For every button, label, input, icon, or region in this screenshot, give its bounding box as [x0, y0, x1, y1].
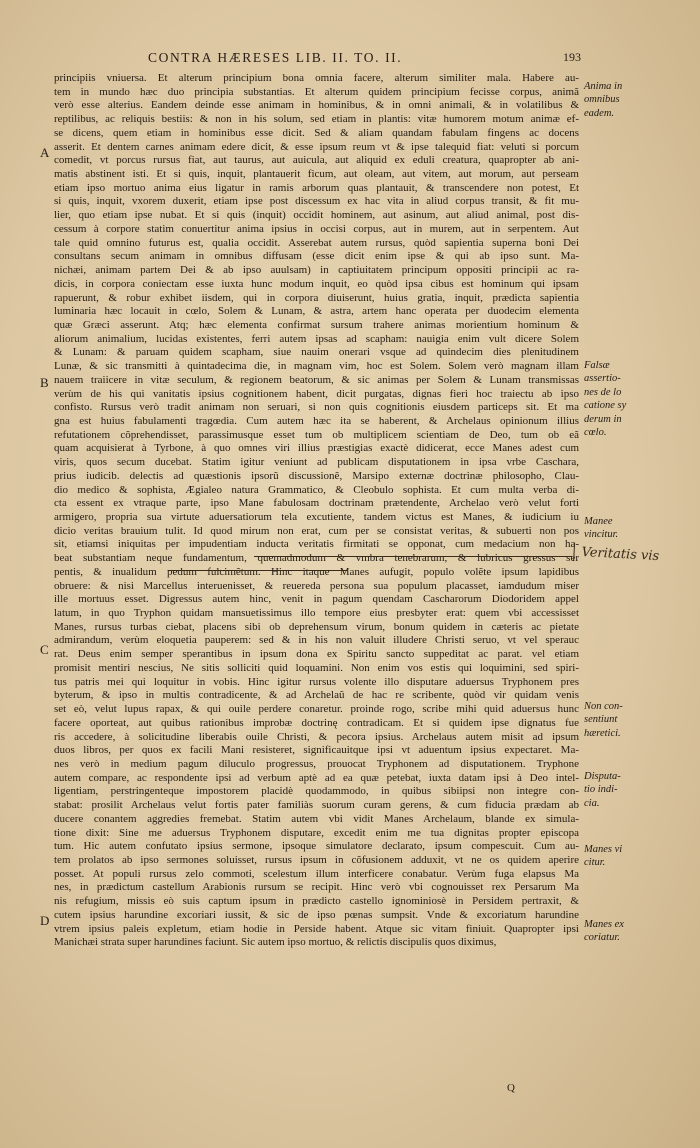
- text-line: viris, quos secum ducebat. Statim igitur veniunt ad publicam disputationem in ipsa vrbe Caschara,: [54, 456, 579, 469]
- text-line: se dicens, quem etiam in hominibus esse dicit. Sed & aliam quandam fabulam fingens ac docens: [54, 126, 579, 139]
- text-line: refutationem cõprehendisset, parassimusque esset tum ob multiplicem scientiam de Deo, tum ob eã: [54, 428, 579, 441]
- text-line: confisto. Rursus verò tradit animam non seruari, si non quis cognitionis eiusdem particeps sit. Et ma: [54, 401, 579, 414]
- text-line: tione dixit: Sine me aduersus Tryphonem disputare, excedit enim me tua dignitas propter episcopa: [54, 826, 579, 839]
- text-line: stabat: prosilit Archelaus velut fortis pater familiàs suorum curam gerens, & cum fiducia prædam ab: [54, 799, 579, 812]
- gloss-line: sentiunt: [584, 714, 618, 726]
- gloss-line: hæretici.: [584, 727, 621, 739]
- text-line: si quis, inquit, vxorem duxerit, etiam ipse post discessum ex hac vita in aliud corpus transit, & fit mu-: [54, 195, 579, 208]
- text-line: dio medico & sophista, Ægialeo natura Grammatico, & Cleobulo sophista. Et cum multa verba di-: [54, 483, 579, 496]
- text-line: dicio veritas brauium tulit. Id quod mirum non erat, cum per se consistat veritas, & subuerti non pos: [54, 524, 579, 537]
- margin-gloss-falsae: [584, 359, 694, 439]
- text-line: vtrem ipsius paleis expletum, etiam hodie in Perside habent. Atque sic vitam finiuit. Quapropter ipsi: [54, 922, 579, 935]
- margin-gloss-disputatio: [584, 770, 694, 810]
- margin-letter-d: D: [40, 913, 50, 928]
- catchword: Q: [507, 1082, 515, 1094]
- running-title: CONTRA HÆRESES LIB. II. TO. II.: [148, 50, 403, 65]
- text-line: lier, quo etiam ipse nubat. Et si quis (inquit) occidit hominem, aut asinum, aut aliud animal, post dis-: [54, 209, 579, 222]
- text-line: ille mortuus esset. Digressus autem hinc, venit in pagum quendam Cascharorum Diodoridem appel: [54, 593, 579, 606]
- gloss-line: derum in: [584, 413, 622, 425]
- gloss-line: Falsæ: [584, 360, 610, 371]
- gloss-line: Manee: [584, 516, 613, 527]
- gloss-line: Non con-: [584, 701, 623, 712]
- gloss-line: Disputa-: [584, 771, 621, 782]
- text-line: cessum à corpore statim conuertitur anima ipsius in occisi corpus, aut in murem, aut in serpentem. Aut: [54, 222, 579, 235]
- margin-letter-c: C: [40, 642, 49, 657]
- text-line: asserit. Et dentem carnes animam edere dicit, & esse ipsum reum vt & ipse talequid fiat: veluti si porcum: [54, 140, 579, 153]
- text-line: beat substantiam neque fundamentum, quemadmodum & vmbra tenebrarum, & lubricus gressus ser: [54, 552, 579, 565]
- margin-gloss-non-consentiunt: [584, 700, 694, 740]
- text-line: Lunæ, & sic transmitti à quintadecima die, in magnam vim, hoc est Solem. Solem verò magnam illam: [54, 360, 579, 373]
- gloss-line: Anima in: [584, 81, 623, 92]
- margin-gloss-manes-vincitur: [584, 843, 694, 870]
- gloss-line: omnibus: [584, 94, 620, 106]
- text-line: gna est huius fabulamenti tragœdia. Cum autem hæc ita se haberent, & Archelaus opinionum illius: [54, 414, 579, 427]
- text-line: luminaria hæc locauit in cœlo, Solem & Lunam, & astra, artem hanc operata per duodecim elementa: [54, 305, 579, 318]
- gloss-line: coriatur.: [584, 932, 620, 944]
- gloss-line: catione sy: [584, 400, 627, 412]
- text-line: pentis, & inualidum pedum fulcimẽtum. Hinc itaque Manes aufugit, populo volẽte ipsum lapidibus: [54, 565, 579, 578]
- text-line: cutem ipsius harundine excoriari iussit, & sic de ipso pœnas sumpsit. Vnde & excoriatum harundine: [54, 908, 579, 921]
- gloss-line: tio indi-: [584, 784, 618, 796]
- margin-gloss-anima: [584, 80, 694, 120]
- text-line: tem prolatos ab ipso sermones soluisset, rursus ipsum in cõfusionem adduxit, vt ne os quidem aperire: [54, 853, 579, 866]
- ink-underline: [168, 570, 348, 571]
- text-line: facere oporteat, aut quibus rationibus improbæ doctrinę contradicam. Et si quidem ipse dignatus fue: [54, 716, 579, 729]
- text-line: tem in mundo hæc duo principia substantias. Et alterum quidem principium fecisse corpus, animã: [54, 85, 579, 98]
- text-line: Manes, rursus turbas ciebat, placens sibi ob deprehensum virum, bonum quidem in cæteris ac pietate: [54, 620, 579, 633]
- text-line: reptilibus, ac reliquis bestiis: & non in his solum, sed etiam in plantis: vitæ humorem motum animæ ef-: [54, 113, 579, 126]
- text-line: sit, etiamsi iniquitas per impudentiam inducta veritatis firmitati se opponat, cum medacium non ha-: [54, 538, 579, 551]
- margin-letter-b: B: [40, 375, 49, 390]
- text-line: ris accedere, à solicitudine liberabis ouile Christi, & pecora ipsius. Archelaus autem misit ad ipsum: [54, 730, 579, 743]
- margin-gloss-manee: [584, 515, 694, 542]
- text-line: comedit, vt porcus rursus fiat, aut taurus, aut auicula, aut aliquid ex eduli creatura, quapropter ab ani-: [54, 154, 579, 167]
- page-header: [0, 50, 700, 72]
- text-line: quam acquisierat à Tyrbone, à quo omnes viri illius præstigias exactè didicerat, ecce Manes adest cum: [54, 442, 579, 455]
- gloss-line: assertio-: [584, 373, 621, 385]
- gloss-line: citur.: [584, 857, 606, 869]
- gloss-line: eadem.: [584, 107, 615, 119]
- text-line: ducere conantem aggredies fremebat. Statim autem vbi vidit Manes Archelaum, blande ex simula-: [54, 812, 579, 825]
- text-line: set eò, velut lupus rapax, & qui ouile perdere conaretur. proinde rogo, scribe mihi quid aduersus hunc: [54, 703, 579, 716]
- gloss-line: cia.: [584, 797, 600, 809]
- text-line: matis abstinent isti. Et si quis, inquit, plantauerit ficum, aut oleam, aut vitem, aut morum, aut perseam: [54, 168, 579, 181]
- text-line: consultans secum animam in omnibus diffusam (esse dicit enim ipse & qui ab ipso sunt. Ma-: [54, 250, 579, 263]
- text-line: nichæi, animam partem Dei & ab ipso auulsam) in captiuitatem principum oppositi principii ac ra-: [54, 264, 579, 277]
- text-line: Manichæi strata super harundines faciunt. Sic autem ipso mortuo, & relictis discipulis quos diximus,: [54, 936, 497, 949]
- text-line: duos libros, per quos ex facili Mani resisteret, significauitque ipsi vt aduentum ipsius expectaret. Ma-: [54, 744, 579, 757]
- text-line: nes, in prædictum castellum Arabionis rursum se recipit. Hinc verò vbi cognouisset rex Persarum Ma: [54, 881, 579, 894]
- text-line: admirandum, verùm eloquetia pauperem: sed & in his non valuit illudere Christi seruo, vt vel sperauc: [54, 634, 579, 647]
- gloss-line: Manes ex: [584, 919, 624, 930]
- text-line: ligentiam, perstringenteque impostorem placidè quodammodo, in quibus sibiipsi non integre con-: [54, 785, 579, 798]
- gloss-line: nes de lo: [584, 386, 622, 398]
- text-line: verò esse alterius. Eandem deinde esse animam in hominibus, & in omni animali, & in volatilibus &: [54, 99, 579, 112]
- gloss-line: Manes vi: [584, 844, 623, 855]
- text-line: rat. Deus enim semper sperantibus in ipsum dona ex Spiritu sancto suppeditat ac parat. vel etiam: [54, 648, 579, 661]
- text-line: nis refugium, missis eò suis captum ipsum in prædicto castello ignominiosè in Persidem pertraxit, &: [54, 895, 579, 908]
- text-line: tale quid omnino futurus est, qualia occidit. Asserebat autem rursus, quòd sapientia superna boni Dei: [54, 236, 579, 249]
- text-line: promisit mentiri nescius, Ne sitis solliciti quid loquamini. Non enim vos estis qui loquimini, sed spiri-: [54, 661, 579, 674]
- text-line: tum. Hic autem confutato ipsius sermone, ipsoque simulatore declarato, ipsum compescuit. Cum au-: [54, 840, 579, 853]
- margin-letter-a: A: [40, 145, 50, 160]
- text-line: prius iudicib. delectis ad quæstionis ipsorũ discussionẽ, Marsipo externæ doctrinæ philosopho, Clau-: [54, 469, 579, 482]
- ink-underline: [254, 556, 572, 557]
- main-text-column: [54, 72, 579, 950]
- text-line: rapuerunt, & robur exhibet iisdem, qui in corpora diuiserunt, huius gratia, inquit, prædicta sapientia: [54, 291, 579, 304]
- gloss-line: vincitur.: [584, 529, 619, 541]
- text-line: aliorum animalium, lucidas existentes, ferri autem ipsas ad scapham: nauigia enim vult dicere Solem: [54, 332, 579, 345]
- text-line: & Lunam: & paruam quidem scapham, siue nauim onerari vsque ad quindecim dies plenitudinem: [54, 346, 579, 359]
- text-line: latum, in quo Tryphon quidam mansuetissimus illo tempore eius presbyter erat: quem vbi accessisset: [54, 607, 579, 620]
- text-line: nes verò in medium pagum diluculo progressus, prouocat Tryphonem ad disputationem. Tryphone: [54, 757, 579, 770]
- text-line: autem compare, ac respondente ipsi ad verbum aptè ad ea quæ petebat, iuxta datam ipsi à Deo intel-: [54, 771, 579, 784]
- margin-gloss-manes-excoriatur: [584, 918, 694, 945]
- gloss-line: cœlo.: [584, 427, 607, 439]
- text-line: byterum, & ipso in multis contradicente, & ad Archelaũ de hac re scribente, quòd vir quidam venis: [54, 689, 579, 702]
- page-number: 193: [563, 50, 581, 64]
- text-line: etiam ipso mortuo anima eius ligatur in ramis arborum quas plantauit, & transcendere non potest, Et: [54, 181, 579, 194]
- text-line: cta essent ex vtraque parte, ipso Mane fabulosam doctrinam prætendente, Archelao verò velut forti: [54, 497, 579, 510]
- text-line: quæ Græci asserunt. Atq; hæc elementa confirmat sursum trahere animas morientium hominum &: [54, 318, 579, 331]
- text-line: tus patris mei qui loquitur in vobis. Hinc igitur rursus volente illo disputare aduersus Tryphonem pres: [54, 675, 579, 688]
- text-line: principiis vniuersa. Et alterum principium bona omnia facere, alterum similiter mala. Habere au-: [54, 72, 579, 84]
- text-line: verùm de his qui vanitatis ipsius cognitionem habent, dicit purgatas, dignas fieri hoc traiectu ab ipso: [54, 387, 579, 400]
- text-line: dicis, in corpora coniectam esse iuxta hunc modum inquit, eo quòd ipsa cibus est hominum qui ipsam: [54, 277, 579, 290]
- text-line: armigero, propria sua virtute aduersatiorum tela excutiente, tandem victus est Manes, & iudicium iu: [54, 511, 579, 523]
- handwritten-annotation: Veritatis vis: [581, 545, 698, 566]
- text-line: nauem traiicere in vitæ seculum, & regionem beatorum, & sic animas per Solem & Lunam transmissas: [54, 373, 579, 386]
- text-line: obruere: & nisi Marcellus interuenisset, & reuereda persona sua populum placasset, iamdudum miser: [54, 579, 579, 592]
- text-line: posset. At populi rursus zelo commoti, scelestum illum interficere conabatur. Verùm fuga elapsus Ma: [54, 867, 579, 880]
